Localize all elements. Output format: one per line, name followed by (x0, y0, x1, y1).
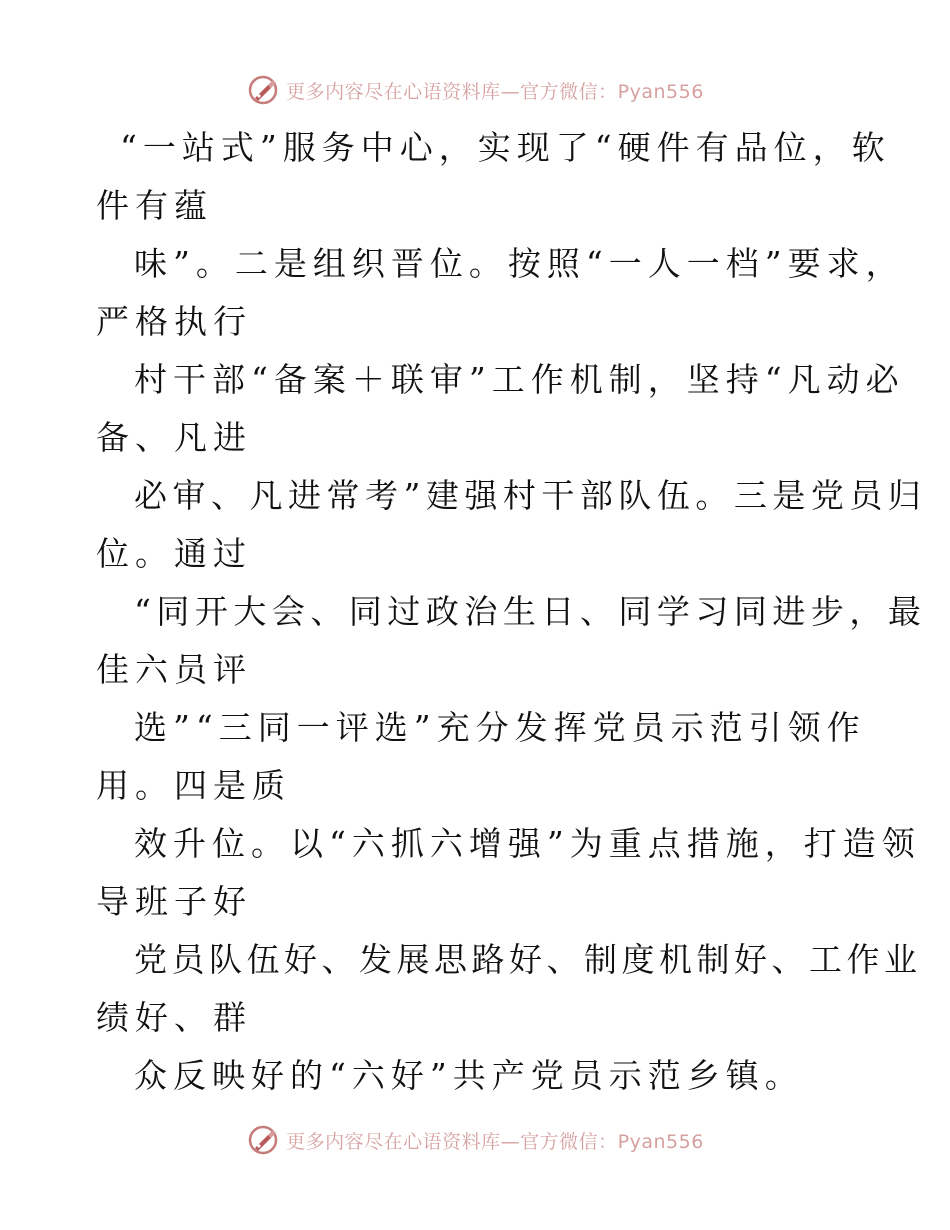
header-watermark (0, 70, 950, 110)
text-line: 绩好、群 (96, 998, 252, 1037)
text-line: 村干部“备案＋联审”工作机制，坚持“凡动必 (134, 360, 905, 399)
pen-nib-logo-icon (246, 1123, 280, 1157)
watermark-text: 更多内容尽在心语资料库—官方微信：Pyan556 (286, 1130, 704, 1153)
watermark-text: 更多内容尽在心语资料库—官方微信：Pyan556 (286, 80, 704, 103)
pen-nib-logo-icon (246, 73, 280, 107)
text-line: 选”“三同一评选”充分发挥党员示范引领作 (134, 708, 866, 747)
text-line: 位。通过 (96, 534, 252, 573)
text-line: “一站式”服务中心，实现了“硬件有品位，软 (120, 128, 891, 167)
text-line: 众反映好的“六好”共产党员示范乡镇。 (134, 1056, 804, 1095)
text-line: 件有蕴 (96, 186, 213, 225)
text-line: 用。四是质 (96, 766, 291, 805)
text-line: 导班子好 (96, 882, 252, 921)
footer-watermark (0, 1120, 950, 1160)
text-line: 效升位。以“六抓六增强”为重点措施，打造领 (134, 824, 921, 863)
text-line: 必审、凡进常考”建强村干部队伍。三是党员归 (134, 476, 927, 515)
text-line: 佳六员评 (96, 650, 252, 689)
text-line: 味”。二是组织晋位。按照“一人一档”要求， (134, 244, 905, 283)
text-line: 党员队伍好、发展思路好、制度机制好、工作业 (134, 940, 922, 979)
text-line: “同开大会、同过政治生日、同学习同进步，最 (134, 592, 927, 631)
text-line: 备、凡进 (96, 418, 252, 457)
text-line: 严格执行 (96, 302, 252, 341)
